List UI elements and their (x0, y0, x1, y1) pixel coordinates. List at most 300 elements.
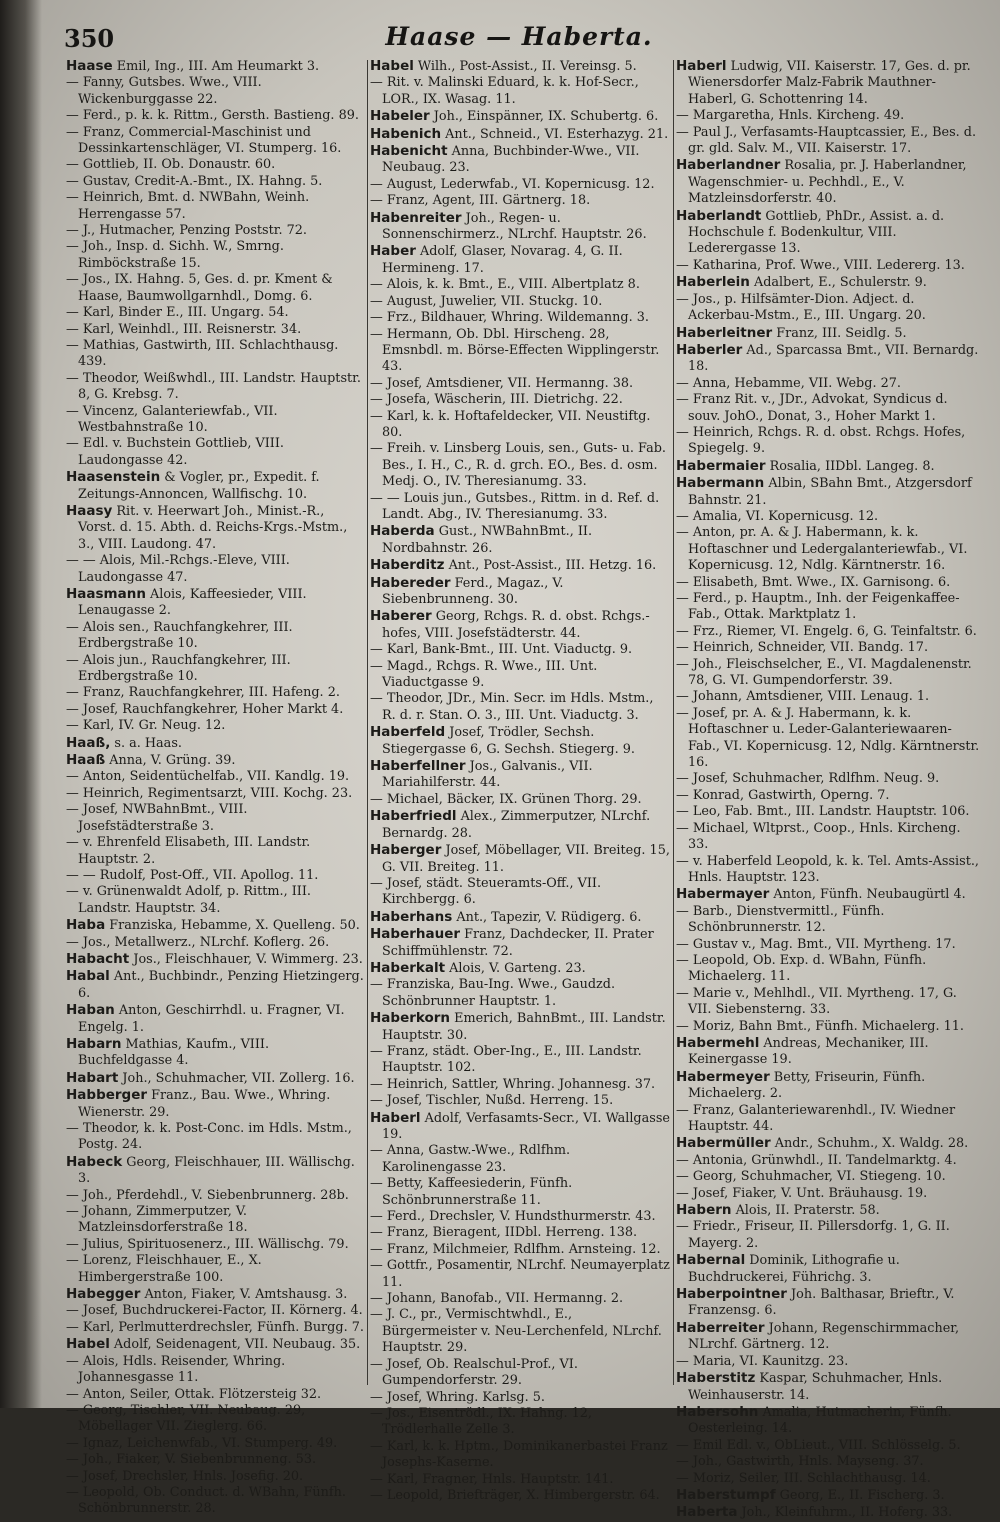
directory-entry (676, 804, 982, 820)
directory-entry (676, 1438, 982, 1454)
entry-details: — Franz, Milchmeier, Rdlfhm. Arnsteing. 12. (370, 1241, 661, 1257)
entry-details: — Josef, Rauchfangkehrer, Hoher Markt 4. (66, 701, 344, 717)
entry-details: Josef, Möbellager, VII. Breiteg. 15, G. VII. Breiteg. 11. (382, 843, 670, 875)
entry-details: — Franz, Rauchfangkehrer, III. Hafeng. 2. (66, 685, 340, 701)
entry-details: Adalbert, E., Schulerstr. 9. (749, 275, 927, 291)
directory-entry (66, 1320, 364, 1336)
directory-entry (676, 1103, 982, 1136)
directory-entry (676, 108, 982, 124)
directory-entry (66, 125, 364, 158)
entry-details: — v. Ehrenfeld Elisabeth, III. Landstr. Hauptstr. 2. (66, 835, 311, 867)
directory-entry (370, 842, 670, 876)
entry-details: Anton, Fiaker, V. Amtshausg. 3. (140, 1287, 348, 1303)
directory-entry (370, 376, 670, 392)
directory-entry (66, 1204, 364, 1237)
entry-details: Josef, Trödler, Sechsh. Stiegergasse 6, G. Sechsh. Stiegerg. 9. (382, 725, 635, 757)
directory-entry (66, 503, 364, 553)
entry-details: — Ferd., p. k. k. Rittm., Gersth. Bastieng. 89. (66, 108, 359, 124)
entry-details: — Fanny, Gutsbes. Wwe., VIII. Wickenburggasse 22. (66, 75, 262, 107)
entry-details: — Gustav v., Mag. Bmt., VII. Myrtheng. 17. (676, 936, 956, 952)
entry-details: Gottlieb, PhDr., Assist. a. d. Hochschule f. Bodenkultur, VIII. Lederergasse 13. (688, 208, 945, 257)
directory-entry (370, 392, 670, 408)
directory-entry (66, 108, 364, 124)
entry-details: — Gottfr., Posamentir, NLrchf. Neumayerplatz 11. (370, 1258, 670, 1290)
entry-details: — Josef, Drechsler, Hnls. Josefig. 20. (66, 1468, 304, 1484)
directory-entry (676, 509, 982, 525)
directory-entry (66, 1036, 364, 1070)
directory-entry (370, 1176, 670, 1209)
entry-details: — Katharina, Prof. Wwe., VIII. Ledererg. 13. (676, 257, 965, 273)
entry-details: — Franz Rit. v., JDr., Advokat, Syndicus d. souv. JohO., Donat, 3., Hoher Markt 1. (676, 392, 948, 424)
entry-surname: Habenreiter (370, 209, 462, 226)
entry-details: — v. Haberfeld Leopold, k. k. Tel. Amts-Assist., Hnls. Hauptstr. 123. (676, 853, 979, 885)
directory-entry (66, 75, 364, 108)
entry-details: — Theodor, k. k. Post-Conc. im Hdls. Mstm., Postg. 24. (66, 1121, 352, 1153)
entry-details: — Leo, Fab. Bmt., III. Landstr. Hauptstr. 106. (676, 804, 970, 820)
entry-details: — Jos., IX. Hahng. 5, Ges. d. pr. Kment & Haase, Baumwollgarnhdl., Domg. 6. (66, 272, 333, 304)
directory-entry (66, 802, 364, 835)
entry-details: — Ferd., p. Hauptm., Inh. der Feigenkaffee-Fab., Ottak. Marktplatz 1. (676, 591, 960, 623)
directory-entry (370, 557, 670, 574)
directory-entry (676, 1202, 982, 1219)
entry-details: Georg, E., II. Fischerg. 3. (775, 1487, 945, 1503)
entry-details: — Heinrich, Bmt. d. NWBahn, Weinh. Herrengasse 57. (66, 190, 310, 222)
directory-entry (66, 1469, 364, 1485)
entry-details: — Karl, k. k. Hptm., Dominikanerbastei Franz Josephs-Kaserne. (370, 1438, 668, 1471)
entry-details: Anna, Buchbinder-Wwe., VII. Neubaug. 23. (382, 144, 640, 176)
directory-entry (370, 1291, 670, 1307)
entry-details: — Karl, Perlmutterdrechsler, Fünfh. Burgg. 7. (66, 1319, 364, 1335)
directory-entry (370, 1390, 670, 1406)
entry-details: — Josefa, Wäscherin, III. Dietrichg. 22. (370, 392, 623, 408)
directory-entry (676, 1186, 982, 1202)
entry-details: — Heinrich, Sattler, Whring. Johannesg. 37. (370, 1076, 656, 1092)
entry-details: — J. C., pr., Vermischtwhdl., E., Bürgermeister v. Neu-Lerchenfeld, NLrchf. Hauptstr. 29. (370, 1307, 662, 1356)
entry-surname: Haban (66, 1002, 115, 1019)
entry-surname: Haba (66, 917, 106, 934)
directory-entry (370, 1143, 670, 1176)
directory-entry (370, 523, 670, 557)
directory-entry (370, 876, 670, 909)
entry-details: — Joh., Fleischselcher, E., VI. Magdalenenstr. 78, G. VI. Gumpendorferstr. 39. (676, 656, 972, 689)
directory-entry (66, 1336, 364, 1353)
directory-entry (676, 689, 982, 705)
directory-entry (66, 1286, 364, 1303)
directory-entry (66, 1485, 364, 1518)
directory-entry (370, 575, 670, 609)
directory-entry (66, 935, 364, 951)
directory-entry (66, 239, 364, 272)
directory-entry (676, 886, 982, 903)
directory-entry (370, 1488, 670, 1504)
entry-surname: Haberlandt (676, 207, 762, 224)
directory-entry (66, 1452, 364, 1468)
entry-details: Jos., Galvanis., VII. Mariahilferstr. 44. (382, 759, 593, 791)
entry-details: Rosalia, pr. J. Haberlandner, Wagenschmier- u. Pechhdl., E., V. Matzleinsdorferstr. 40. (688, 158, 967, 207)
directory-entry (370, 1307, 670, 1356)
directory-entry (66, 436, 364, 469)
running-head: Haase — Haberta. (385, 22, 653, 51)
entry-surname: Haberer (370, 608, 432, 625)
directory-entry (370, 1209, 670, 1225)
directory-entry (676, 475, 982, 509)
directory-entry (66, 786, 364, 802)
directory-entry (370, 1406, 670, 1439)
directory-entry (370, 1242, 670, 1258)
directory-entry (676, 771, 982, 787)
entry-details: — Moriz, Seiler, III. Schlachthausg. 14. (676, 1470, 931, 1486)
entry-details: Alois, II. Praterstr. 58. (731, 1203, 880, 1219)
directory-entry (370, 177, 670, 193)
directory-entry (66, 1237, 364, 1253)
entry-surname: Habersohn (676, 1403, 759, 1420)
directory-entry (676, 325, 982, 342)
directory-entry (66, 58, 364, 75)
entry-details: — Jos., Metallwerz., NLrchf. Koflerg. 26. (66, 934, 330, 950)
entry-details: — Heinrich, Regimentsarzt, VIII. Kochg. 23. (66, 785, 353, 801)
entry-details: — Gustav, Credit-A.-Bmt., IX. Hahng. 5. (66, 173, 323, 189)
directory-entry (66, 305, 364, 321)
entry-surname: Habernal (676, 1252, 746, 1269)
entry-details: — Franz, Agent, III. Gärtnerg. 18. (370, 193, 591, 209)
entry-details: Franziska, Hebamme, X. Quelleng. 50. (105, 918, 360, 934)
directory-entry (676, 624, 982, 640)
entry-details: Ludwig, VII. Kaiserstr. 17, Ges. d. pr. Wienersdorfer Malz-Fabrik Mauthner-Haberl, G. Schottenring 14. (688, 59, 971, 107)
entry-details: s. a. Haas. (110, 735, 182, 751)
entry-surname: Haberkorn (370, 1010, 451, 1027)
entry-surname: Haberger (370, 842, 442, 859)
directory-entry (370, 310, 670, 326)
entry-details: — Jos., Eisentrödl., IX. Hahng. 12, Trödlerhalle Zelle 3. (370, 1405, 592, 1438)
entry-details: — Alois sen., Rauchfangkehrer, III. Erdbergstraße 10. (66, 619, 293, 652)
directory-entry (370, 659, 670, 692)
directory-entry (66, 968, 364, 1002)
entry-details: — Gottlieb, II. Ob. Donaustr. 60. (66, 157, 276, 173)
entry-details: — Ignaz, Leichenwfab., VI. Stumperg. 49. (66, 1435, 338, 1451)
entry-details: — Leopold, Ob. Exp. d. WBahn, Fünfh. Michaelerg. 11. (676, 952, 927, 985)
directory-entry (676, 904, 982, 937)
directory-entry (676, 1035, 982, 1069)
entry-details: Jos., Fleischhauer, V. Wimmerg. 23. (129, 951, 363, 967)
entry-details: — Franz, städt. Ober-Ing., E., III. Landstr. Hauptstr. 102. (370, 1043, 642, 1076)
directory-entry (370, 75, 670, 108)
directory-entry (676, 788, 982, 804)
entry-details: & Vogler, pr., Expedit. f. Zeitungs-Annoncen, Wallfischg. 10. (78, 470, 320, 502)
entry-details: — Marie v., Mehlhdl., VII. Myrtheng. 17, G. VII. Siebensterng. 33. (676, 985, 957, 1018)
entry-surname: Habermehl (676, 1034, 760, 1051)
column-left (66, 58, 364, 1517)
entry-details: — Josef, Fiaker, V. Unt. Bräuhausg. 19. (676, 1185, 928, 1201)
entry-surname: Habermayer (676, 886, 770, 903)
entry-details: — Karl, Bank-Bmt., III. Unt. Viaductg. 9. (370, 642, 633, 658)
entry-surname: Haberler (676, 341, 743, 358)
directory-entry (676, 575, 982, 591)
entry-details: Joh. Balthasar, Brieftr., V. Franzensg. 6. (688, 1287, 955, 1319)
entry-surname: Haasy (66, 502, 113, 519)
entry-surname: Habermaier (676, 457, 766, 474)
directory-entry (370, 1439, 670, 1472)
directory-entry (676, 1219, 982, 1252)
entry-details: — Josef, Schuhmacher, Rdlfhm. Neug. 9. (676, 771, 940, 787)
entry-details: — Josef, pr. A. & J. Habermann, k. k. Hoftaschner u. Leder-Galanteriewaaren-Fab., VI. Kopernicusg. 12, Ndlg. Kärntnerstr. 16. (676, 705, 980, 771)
directory-entry (370, 277, 670, 293)
entry-details: — Karl, Fragner, Hnls. Hauptstr. 141. (370, 1471, 614, 1487)
entry-details: — Betty, Kaffeesiederin, Fünfh. Schönbrunnerstraße 11. (370, 1176, 573, 1208)
entry-details: — Anton, Seidentüchelfab., VII. Kandlg. 19. (66, 769, 350, 785)
entry-details: Joh., Schuhmacher, VII. Zollerg. 16. (118, 1070, 355, 1086)
directory-entry (370, 758, 670, 792)
directory-entry (676, 292, 982, 325)
directory-entry (676, 1320, 982, 1354)
entry-details: Franz, Dachdecker, II. Prater Schiffmühlenstr. 72. (382, 927, 654, 959)
entry-details: Emil, Ing., III. Am Heumarkt 3. (112, 59, 320, 74)
directory-entry (66, 685, 364, 701)
entry-details: Albin, SBahn Bmt., Atzgersdorf Bahnstr. 21. (688, 476, 972, 508)
directory-entry (370, 977, 670, 1010)
directory-entry (370, 210, 670, 244)
directory-entry (370, 193, 670, 209)
entry-surname: Habenich (370, 125, 442, 142)
directory-entry (676, 1169, 982, 1185)
directory-entry (370, 327, 670, 376)
entry-details: Ferd., Magaz., V. Siebenbrunneng. 30. (382, 575, 564, 607)
entry-surname: Habern (676, 1202, 732, 1219)
entry-details: — Johann, Amtsdiener, VIII. Lenaug. 1. (676, 689, 930, 705)
directory-entry (370, 691, 670, 724)
entry-details: — Alois, Hdls. Reisender, Whring. Johannesgasse 11. (66, 1353, 286, 1386)
directory-entry (370, 1093, 670, 1109)
entry-details: — Heinrich, Rchgs. R. d. obst. Rchgs. Hofes, Spiegelg. 9. (676, 424, 966, 457)
directory-entry (66, 702, 364, 718)
entry-details: Ant., Post-Assist., III. Hetzg. 16. (444, 558, 657, 574)
entry-details: — Franz, Bieragent, IIDbl. Herreng. 138. (370, 1225, 638, 1241)
directory-entry (370, 1225, 670, 1241)
entry-surname: Haberkalt (370, 959, 446, 976)
directory-entry (676, 1404, 982, 1438)
directory-entry (370, 1357, 670, 1390)
directory-entry (676, 208, 982, 258)
entry-details: — Josef, Buchdruckerei-Factor, II. Körnerg. 4. (66, 1303, 363, 1319)
directory-entry (370, 1110, 670, 1144)
entry-details: — Mathias, Gastwirth, III. Schlachthausg. 439. (66, 337, 339, 370)
entry-surname: Haberpointner (676, 1286, 787, 1303)
directory-entry (370, 1472, 670, 1488)
directory-entry (370, 642, 670, 658)
directory-entry (66, 884, 364, 917)
entry-surname: Haber (370, 243, 416, 260)
directory-entry (370, 409, 670, 442)
entry-details: — Franz, Commercial-Maschinist und Dessinkartenschläger, VI. Stumperg. 16. (66, 124, 342, 157)
entry-surname: Haberta (676, 1504, 738, 1521)
entry-details: — — Rudolf, Post-Off., VII. Apollog. 11. (66, 867, 319, 883)
directory-entry (66, 174, 364, 190)
directory-entry (66, 404, 364, 437)
directory-entry (676, 1069, 982, 1103)
entry-details: Adolf, Glaser, Novarag. 4, G. II. Hermineng. 17. (382, 244, 623, 276)
directory-entry (370, 960, 670, 977)
directory-entry (370, 143, 670, 177)
entry-details: — Josef, Whring. Karlsg. 5. (370, 1389, 545, 1405)
entry-details: — Georg, Schuhmacher, VI. Stiegeng. 10. (676, 1169, 946, 1185)
directory-entry (66, 1188, 364, 1204)
entry-surname: Habermeyer (676, 1068, 770, 1085)
directory-entry (370, 792, 670, 808)
entry-details: — Freih. v. Linsberg Louis, sen., Guts- u. Fab. Bes., I. H., C., R. d. grch. EO., Bes. d. osm. Medj. O., IV. Theresianumg. 33. (370, 441, 666, 490)
entry-details: — Leopold, Briefträger, X. Himbergerstr. 64. (370, 1487, 660, 1503)
entry-details: — Anna, Gastw.-Wwe., Rdlfhm. Karolinengasse 23. (370, 1143, 571, 1175)
entry-details: — Margaretha, Hnls. Kircheng. 49. (676, 108, 905, 124)
directory-entry (66, 272, 364, 305)
entry-surname: Habberger (66, 1087, 148, 1104)
entry-details: — Frz., Riemer, VI. Engelg. 6, G. Teinfaltstr. 6. (676, 623, 977, 639)
directory-entry (370, 1258, 670, 1291)
entry-details: — Theodor, JDr., Min. Secr. im Hdls. Mstm., R. d. r. Stan. O. 3., III. Unt. Viaductg. 3. (370, 691, 654, 723)
entry-surname: Haasenstein (66, 469, 161, 486)
page-header (58, 20, 980, 54)
entry-details: Alois, V. Garteng. 23. (445, 960, 586, 976)
entry-details: — — Alois, Mil.-Rchgs.-Eleve, VIII. Laudongasse 47. (66, 553, 290, 585)
entry-details: Dominik, Lithografie u. Buchdruckerei, Führichg. 3. (688, 1253, 900, 1285)
directory-entry (676, 953, 982, 986)
entry-surname: Habel (66, 1336, 110, 1353)
directory-entry (66, 553, 364, 586)
entry-details: — — Louis jun., Gutsbes., Rittm. in d. Ref. d. Landt. Abg., IV. Theresianumg. 33. (370, 490, 660, 522)
entry-details: — Josef, Tischler, Nußd. Herreng. 15. (370, 1093, 614, 1109)
directory-entry (66, 1087, 364, 1121)
entry-details: Gust., NWBahnBmt., II. Nordbahnstr. 26. (382, 524, 593, 556)
directory-entry (676, 1487, 982, 1504)
directory-entry (66, 769, 364, 785)
entry-details: — Josef, Ob. Realschul-Prof., VI. Gumpendorferstr. 29. (370, 1356, 578, 1389)
entry-surname: Haberl (676, 58, 727, 74)
entry-surname: Haasmann (66, 586, 146, 602)
entry-details: — v. Grünenwaldt Adolf, p. Rittm., III. Landstr. Hauptstr. 34. (66, 884, 311, 916)
entry-details: Amalia, Hutmacherin, Fünfh. Oesterleing. 14. (688, 1404, 952, 1437)
entry-details: — Vincenz, Galanteriewfab., VII. Westbahnstraße 10. (66, 403, 278, 435)
entry-details: Ant., Buchbindr., Penzing Hietzingerg. 6. (78, 969, 364, 1001)
entry-details: — Amalia, VI. Kopernicusg. 12. (676, 508, 879, 524)
directory-entry (66, 752, 364, 769)
entry-details: — Michael, Bäcker, IX. Grünen Thorg. 29. (370, 791, 642, 807)
entry-details: Kaspar, Schuhmacher, Hnls. Weinhauserstr. 14. (688, 1371, 943, 1403)
entry-surname: Habeler (370, 108, 430, 125)
entry-details: — Maria, VI. Kaunitzg. 23. (676, 1353, 849, 1369)
entry-details: — Josef, städt. Steueramts-Off., VII. Kirchbergg. 6. (370, 875, 602, 908)
entry-details: — Michael, Wltprst., Coop., Hnls. Kircheng. 33. (676, 820, 961, 853)
directory-entry (66, 653, 364, 686)
directory-entry (676, 854, 982, 887)
directory-entry (66, 1436, 364, 1452)
directory-entry (676, 274, 982, 291)
directory-entry (676, 706, 982, 772)
entry-details: — Johann, Banofab., VII. Hermanng. 2. (370, 1291, 624, 1307)
directory-entry (66, 1387, 364, 1403)
entry-details: Rit. v. Heerwart Joh., Minist.-R., Vorst. d. 15. Abth. d. Reichs-Krgs.-Mstm., 3., VIII. Laudong. 47. (78, 503, 348, 552)
entry-details: — Julius, Spirituosenerz., III. Wällischg. 79. (66, 1236, 349, 1252)
entry-details: Georg, Rchgs. R. d. obst. Rchgs.-hofes, VIII. Josefstädterstr. 44. (382, 609, 650, 641)
directory-entry (66, 1253, 364, 1286)
entry-surname: Habegger (66, 1286, 141, 1303)
entry-surname: Habart (66, 1069, 119, 1086)
entry-details: — Theodor, Weißwhdl., III. Landstr. Hauptstr. 8, G. Krebsg. 7. (66, 370, 361, 403)
entry-details: — Ferd., Drechsler, V. Hundsthurmerstr. 43. (370, 1209, 656, 1225)
entry-surname: Habeck (66, 1153, 123, 1170)
directory-entry (370, 243, 670, 277)
entry-details: — Josef, Amtsdiener, VII. Hermanng. 38. (370, 375, 634, 391)
entry-details: — Franziska, Bau-Ing. Wwe., Gaudzd. Schönbrunner Hauptstr. 1. (370, 977, 616, 1009)
directory-entry (676, 458, 982, 475)
directory-entry (370, 724, 670, 758)
entry-details: — Magd., Rchgs. R. Wwe., III. Unt. Viaductgasse 9. (370, 658, 598, 691)
entry-details: — J., Hutmacher, Penzing Poststr. 72. (66, 223, 307, 239)
entry-surname: Haberditz (370, 557, 445, 574)
entry-details: — Karl, Weinhdl., III. Reisnerstr. 34. (66, 321, 302, 337)
directory-entry (676, 1135, 982, 1152)
directory-entry (676, 1471, 982, 1487)
entry-details: — Joh., Gastwirth, Hnls. Mayseng. 37. (676, 1454, 924, 1470)
directory-entry (676, 986, 982, 1019)
entry-details: — Josef, NWBahnBmt., VIII. Josefstädterstraße 3. (66, 802, 248, 834)
directory-entry (370, 58, 670, 75)
directory-entry (676, 125, 982, 158)
entry-details: — Jos., p. Hilfsämter-Dion. Adject. d. Ackerbau-Mstm., E., III. Ungarg. 20. (676, 291, 926, 324)
entry-surname: Habermann (676, 475, 765, 492)
directory-entry (676, 1286, 982, 1320)
directory-entry (370, 608, 670, 642)
directory-entry (676, 392, 982, 425)
directory-entry (676, 937, 982, 953)
directory-entry (66, 223, 364, 239)
entry-details: — Heinrich, Schneider, VII. Bandg. 17. (676, 640, 929, 656)
entry-details: Anton, Fünfh. Neubaugürtl 4. (769, 887, 966, 903)
directory-entry (676, 821, 982, 854)
directory-entry (66, 338, 364, 371)
entry-details: — Edl. v. Buchstein Gottlieb, VIII. Laudongasse 42. (66, 436, 284, 468)
entry-details: — Johann, Zimmerputzer, V. Matzleinsdorferstraße 18. (66, 1204, 248, 1236)
entry-details: — Rit. v. Malinski Eduard, k. k. Hof-Secr., LOR., IX. Wasag. 11. (370, 75, 639, 107)
entry-details: Georg, Fleischhauer, III. Wällischg. 3. (78, 1154, 355, 1187)
entry-details: — Emil Edl. v., ObLieut., VIII. Schlösselg. 5. (676, 1437, 961, 1453)
entry-details: Rosalia, IIDbl. Langeg. 8. (765, 458, 935, 474)
directory-entry (66, 157, 364, 173)
entry-surname: Habel (370, 58, 414, 74)
entry-surname: Haberhans (370, 908, 453, 925)
entry-details: Anna, V. Grüng. 39. (105, 753, 236, 769)
directory-entry (676, 1153, 982, 1169)
entry-details: — Karl, Binder E., III. Ungarg. 54. (66, 305, 289, 321)
directory-entry (66, 1002, 364, 1036)
entry-details: Joh., Einspänner, IX. Schubertg. 6. (429, 109, 659, 125)
entry-surname: Haberfeld (370, 724, 446, 741)
directory-entry (370, 126, 670, 143)
entry-details: — Paul J., Verfasamts-Hauptcassier, E., Bes. d. gr. gld. Salv. M., VII. Kaiserstr. 17. (676, 124, 977, 157)
entry-details: Adolf, Verfasamts-Secr., VI. Wallgasse 19. (382, 1110, 670, 1142)
entry-surname: Haberhauer (370, 926, 461, 943)
directory-entry (66, 1121, 364, 1154)
entry-details: — Leopold, Ob. Conduct. d. WBahn, Fünfh. Schönbrunnerstr. 28. (66, 1484, 346, 1517)
entry-surname: Haberfellner (370, 758, 466, 775)
entry-details: Emerich, BahnBmt., III. Landstr. Hauptstr. 30. (382, 1011, 666, 1043)
directory-entry (66, 1354, 364, 1387)
directory-entry (676, 157, 982, 207)
entry-details: Anton, Geschirrhdl. u. Fragner, VI. Engelg. 1. (78, 1003, 345, 1035)
directory-entry (66, 917, 364, 934)
entry-surname: Habenicht (370, 143, 448, 160)
entry-details: Wilh., Post-Assist., II. Vereinsg. 5. (413, 59, 637, 74)
directory-entry (676, 425, 982, 458)
entry-surname: Haaß (66, 752, 106, 769)
entry-details: Ant., Tapezir, V. Rüdigerg. 6. (452, 909, 642, 925)
